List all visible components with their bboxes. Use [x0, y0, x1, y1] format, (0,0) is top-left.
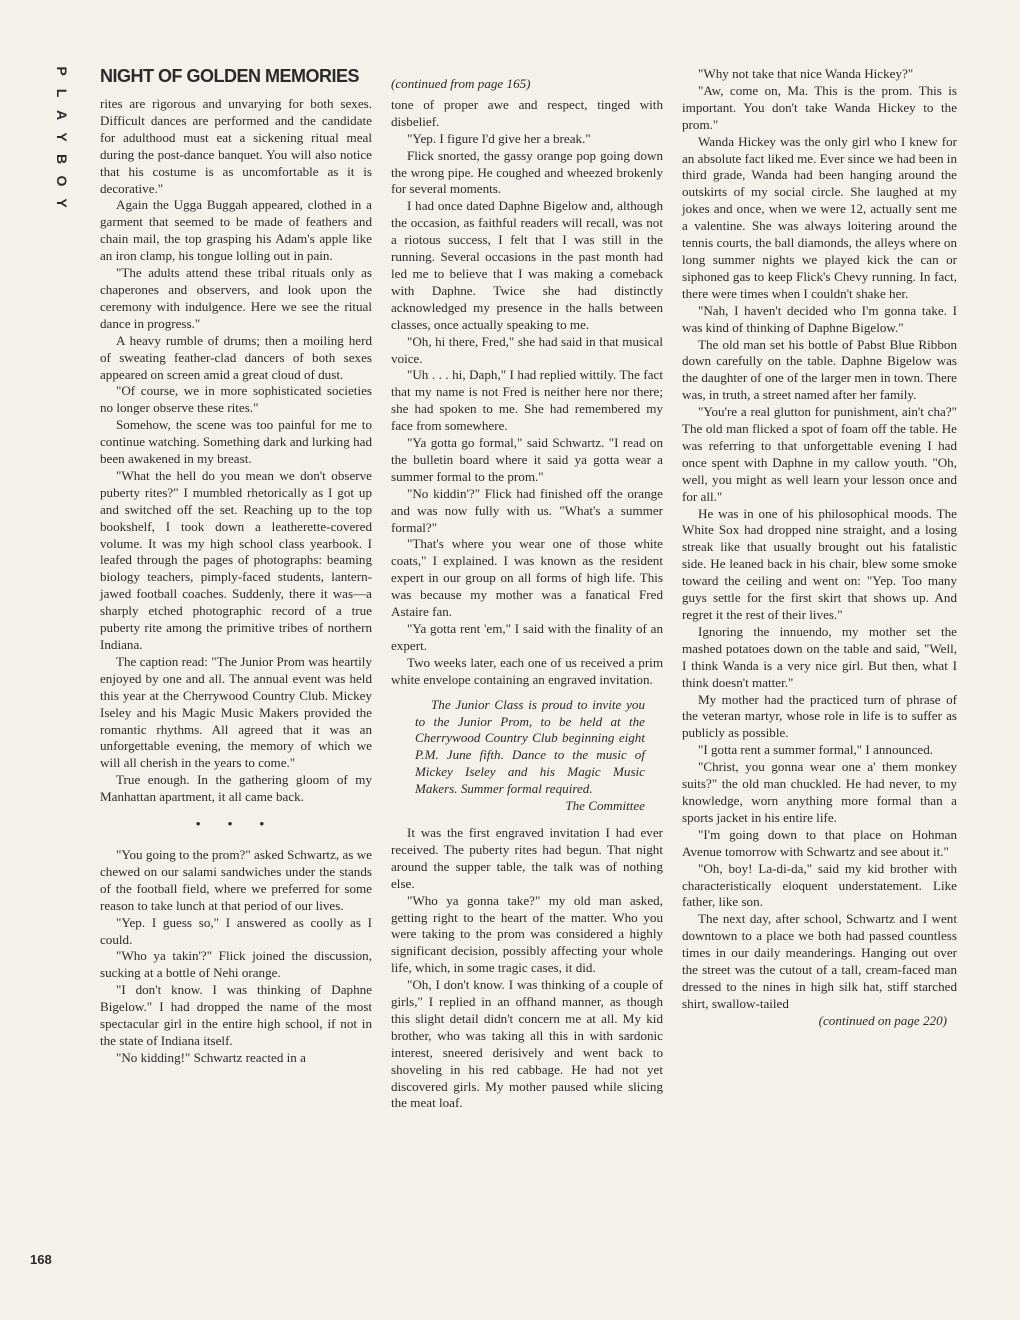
paragraph: Two weeks later, each one of us received a prim white envelope containing an engraved invitation.: [391, 654, 663, 687]
magazine-sideword: [48, 60, 70, 214]
paragraph: "Oh, hi there, Fred," she had said in that musical voice.: [391, 333, 663, 366]
paragraph: "Yep. I figure I'd give her a break.": [407, 130, 591, 146]
paragraph: "Of course, we in more sophisticated societies no longer observe these rites.": [100, 383, 372, 416]
paragraph: It was the first engraved invitation I had ever received. The puberty rites had begun. That night around the supper table, the talk was of nothing else.: [391, 824, 663, 891]
paragraph: "Uh . . . hi, Daph," I had replied wittily. The fact that my name is not Fred is neither here nor there; she had spoken to me. She had remembered my face from somewhere.: [391, 367, 663, 434]
paragraph: "That's where you wear one of those white coats," I explained. I was known as the resident expert in our group on all forms of high life. This was because my mother was a fanatical Fred Astaire fan.: [391, 536, 663, 620]
paragraph: Ignoring the innuendo, my mother set the mashed potatoes down on the table and said, "Well, I think Wanda is a very nice girl. But then, what I think doesn't matter.": [682, 623, 957, 690]
paragraph: He was in one of his philosophical moods. The White Sox had dropped nine straight, and a losing streak like that usually brought out his fatalistic side. He leaned back in his chair, blew some smoke toward the ceiling and went on: "Yep. Too many guys settle for the first skirt that shows up. And regret it the rest of their lives.": [682, 505, 957, 622]
paragraph: A heavy rumble of drums; then a moiling herd of sweating feather-clad dancers of both sexes appeared on screen amid a great cloud of dust.: [100, 332, 372, 382]
paragraph: Somehow, the scene was too painful for me to continue watching. Something dark and lurking had been awakened in my breast.: [100, 417, 372, 467]
paragraph: tone of proper awe and respect, tinged with disbelief.: [391, 96, 663, 129]
paragraph: "I don't know. I was thinking of Daphne Bigelow." I had dropped the name of the most spectacular girl in the entire high school, if not in the state of Indiana itself.: [100, 982, 372, 1048]
sideword-letter: B: [54, 153, 70, 165]
sideword-letter: A: [54, 109, 70, 121]
sideword-letter: O: [54, 175, 70, 187]
paragraph: "Oh, boy! La-di-da," said my kid brother with characteristically eloquent understatement. Like father, like son.: [682, 860, 957, 910]
paragraph: The next day, after school, Schwartz and I went downtown to a place we both had passed countless times in our daily meanderings. Hanging out over the street was the cutout of a tall, cream-faced man dressed to the nines in high silk hat, stiff starched shirt, swallow-tailed: [682, 911, 957, 1011]
paragraph: "The adults attend these tribal rituals only as chaperones and observers, and look upon the ceremony with indulgence. Here we see the ritual dance in progress.": [100, 265, 372, 331]
paragraph: "Ya gotta rent 'em," I said with the finality of an expert.: [391, 621, 663, 653]
paragraph: My mother had the practiced turn of phrase of the veteran martyr, whose role in life is to suffer as publicly as possible.: [682, 691, 957, 741]
sideword-letter: P: [54, 66, 70, 76]
paragraph: "Why not take that nice Wanda Hickey?": [698, 66, 914, 81]
invitation-body: The Junior Class is proud to invite you to the Junior Prom, to be held at the Cherrywood Country Club beginning eight P.M. June fifth. Dance to the music of Mickey Iseley and his Magic Music Makers. Summer formal required.: [415, 696, 645, 797]
article-headline: NIGHT OF GOLDEN MEMORIES: [100, 66, 360, 86]
column-1: [100, 96, 372, 1067]
paragraph: True enough. In the gathering gloom of my Manhattan apartment, it all came back.: [100, 772, 372, 805]
invitation-text: [415, 697, 645, 815]
paragraph: "Who ya gonna take?" my old man asked, getting right to the heart of the matter. Who you were taking to the prom was considered a highly significant decision, possibly affecting your whole life, which, in some tragic cases, it did.: [391, 892, 663, 976]
paragraph: "What the hell do you mean we don't observe puberty rites?" I mumbled rhetorically as I got up and switched off the set. Reaching up to the top bookshelf, I took down a leatherette-covered volume. It was my high school class yearbook. I leafed through the pages of photographs: beaming biology teachers, pimply-faced students, lantern-jawed football coaches. Suddenly, there it was—a sharply etched photographic record of a true puberty rite among the primitive tribes of northern Indiana.: [100, 467, 372, 652]
paragraph: Wanda Hickey was the only girl who I knew for an absolute fact liked me. Ever since we had been in third grade, Wanda had been hanging around the outskirts of my social circle. She laughed at my jokes and once, when we were 12, actually sent me a valentine. She was always loitering around the tennis courts, the ball diamonds, the alleys where on long summer nights we played kick the can or siphoned gas to keep Flick's Chevy running. In fact, there were times when I couldn't shake her.: [682, 133, 957, 301]
invitation-signature: The Committee: [565, 798, 645, 814]
section-break: • • •: [195, 816, 277, 832]
page-number: 168: [30, 1252, 52, 1267]
paragraph: "Oh, I don't know. I was thinking of a couple of girls," I replied in an offhand manner, as though this slight detail didn't concern me at all. My kid brother, who was taking all this in with sardonic interest, sneered derisively and went back to shoveling in his red cabbage. He had not yet discovered girls. My mother paused while slicing the meat loaf.: [391, 977, 663, 1111]
paragraph: "Christ, you gonna wear one a' them monkey suits?" the old man chuckled. He had never, to my knowledge, worn anything more formal than a sports jacket in his entire life.: [682, 759, 957, 825]
paragraph: "Aw, come on, Ma. This is the prom. This is important. You don't take Wanda Hickey to the prom.": [682, 82, 957, 132]
continued-on-note: (continued on page 220): [818, 1012, 947, 1028]
paragraph: "You're a real glutton for punishment, ain't cha?" The old man flicked a spot of foam off the table. He was referring to that unforgettable evening I had once spent with Daphne in my callow youth. "Oh, well, you might as well learn your lesson once and for all.": [682, 404, 957, 504]
paragraph: "Who ya takin'?" Flick joined the discussion, sucking at a bottle of Nehi orange.: [100, 948, 372, 981]
paragraph: Flick snorted, the gassy orange pop going down the wrong pipe. He coughed and wheezed brokenly for several moments.: [391, 147, 663, 197]
paragraph: "No kiddin'?" Flick had finished off the orange and was now fully with us. "What's a summer formal?": [391, 485, 663, 535]
paragraph: The caption read: "The Junior Prom was heartily enjoyed by one and all. The annual event was held this year at the Cherrywood Country Club. Mickey Iseley and his Magic Music Makers provided the romantic rhythms. All agreed that it was an unforgettable evening, the memory of which we will all cherish in the years to come.": [100, 653, 372, 771]
sideword-letter: Y: [54, 132, 70, 142]
paragraph: rites are rigorous and unvarying for both sexes. Difficult dances are performed and the candidate for adulthood must eat a sickening ritual meal during the post-dance banquet. You will also notice that his costume is as uncomfortable as it is decorative.": [100, 96, 372, 196]
paragraph: "No kidding!" Schwartz reacted in a: [116, 1049, 306, 1065]
sideword-letter: Y: [54, 198, 70, 208]
paragraph: Again the Ugga Buggah appeared, clothed in a garment that seemed to be made of feathers and chain mail, the top grasping his Adam's apple like an iron clamp, his tongue lolling out in pain.: [100, 197, 372, 264]
column-2: [391, 76, 663, 1112]
sideword-letter: L: [54, 88, 70, 98]
column-3: [682, 66, 957, 1030]
paragraph: I had once dated Daphne Bigelow and, although the occasion, as faithful readers will recall, was not a riotous success, I felt that I was still in the running. Several occasions in the past month had led me to believe that I was making a comeback with Daphne. Twice she had distinctly acknowledged my presence in the halls between classes, once actually speaking to me.: [391, 198, 663, 332]
paragraph: "Nah, I haven't decided who I'm gonna take. I was kind of thinking of Daphne Bigelow.": [682, 302, 957, 335]
paragraph: "Ya gotta go formal," said Schwartz. "I read on the bulletin board where it said ya gotta wear a summer formal to the prom.": [391, 435, 663, 484]
paragraph: "You going to the prom?" asked Schwartz, as we chewed on our salami sandwiches under the stands of the football field, where we preferred for some reason to take lunch at that period of our lives.: [100, 846, 372, 913]
paragraph: "Yep. I guess so," I answered as coolly as I could.: [100, 914, 372, 947]
paragraph: "I gotta rent a summer formal," I announced.: [698, 742, 934, 758]
paragraph: The old man set his bottle of Pabst Blue Ribbon down carefully on the table. Daphne Bigelow was the daughter of one of the larger men in town. There was, in truth, a street named after her family.: [682, 336, 957, 403]
paragraph: "I'm going down to that place on Hohman Avenue tomorrow with Schwartz and see about it.": [682, 826, 957, 859]
continued-from-note: (continued from page 165): [391, 76, 531, 91]
